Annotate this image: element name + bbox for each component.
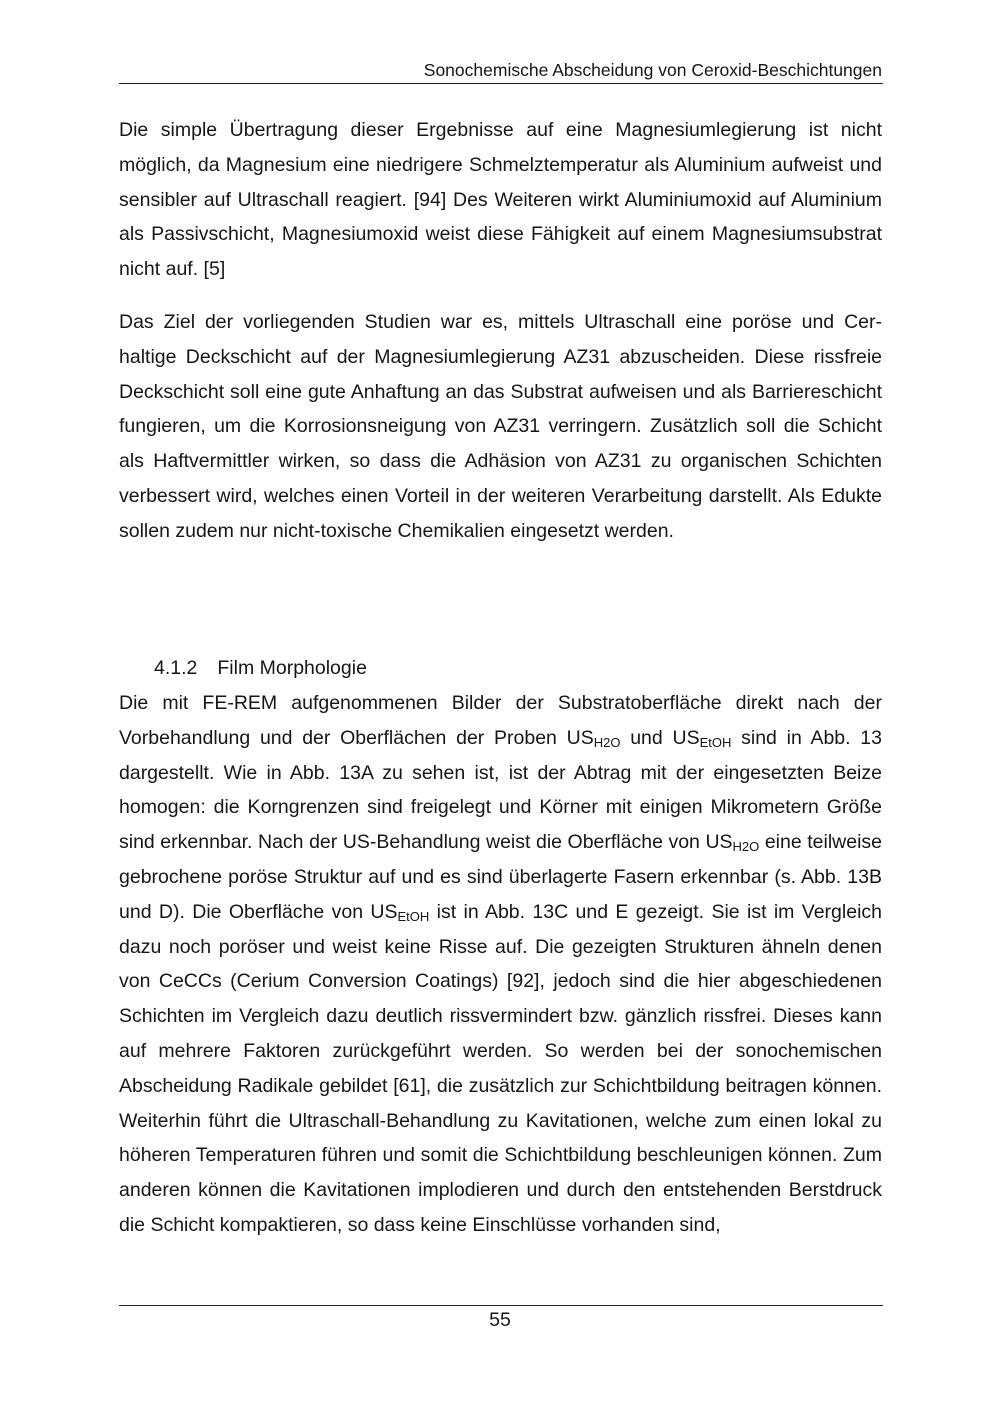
sample-label: $US_{EtOH}$ [672, 726, 732, 750]
running-header: Sonochemische Abscheidung von Ceroxid-Beschichtungen [423, 60, 882, 80]
header-rule [119, 83, 883, 84]
paragraph-3 [119, 686, 882, 1243]
section-title: Film Morphologie [217, 657, 367, 679]
text-run: und [620, 726, 673, 749]
paragraph-2: Das Ziel der vorliegenden Studien war es, mittels Ultraschall eine poröse und Cer-haltige Deckschicht auf der Magnesiumlegierung AZ31 abzuscheiden. Diese rissfreie Deckschicht soll eine gute Anhaftung an das Substrat aufweisen und als Barriereschicht fungieren, um die Korrosionsneigung von AZ31 verringern. Zusätzlich soll die Schicht als Haftvermittler wirken, so dass die Adhäsion von AZ31 zu organischen Schichten verbessert wird, welches einen Vorteil in der weiteren Verarbeitung darstellt. Als Edukte sollen zudem nur nicht-toxische Chemikalien eingesetzt werden. [119, 311, 882, 542]
text-run: sind in Abb. 13 dargestellt. Wie in Abb. 13A zu sehen ist, ist der Abtrag mit der eingesetzten Beize homogen: die Korngrenzen sind freigelegt und Körner mit einigen Mikrometern Größe sind erkennbar. Nach der US-Behandlung weist die Oberfläche von [119, 726, 882, 854]
footer-rule [119, 1305, 883, 1306]
text-run: ist in Abb. 13C und E gezeigt. Sie ist im Vergleich dazu noch poröser und weist keine Risse auf. Die gezeigten Strukturen ähneln denen von CeCCs (Cerium Conversion Coatings) [92], jedoch sind die hier abgeschiedenen Schichten im Vergleich dazu deutlich rissvermindert bzw. gänzlich rissfrei. Dieses kann auf mehrere Faktoren zurückgeführt werden. So werden bei der sonochemischen Abscheidung Radikale gebildet [61], die zusätzlich zur Schichtbildung beitragen können. Weiterhin führt die Ultraschall-Behandlung zu Kavitationen, welche zum einen lokal zu höheren Temperaturen führen und somit die Schichtbildung beschleunigen können. Zum anderen können die Kavitationen implodieren und durch den entstehenden Berstdruck die Schicht kompaktieren, so dass keine Einschlüsse vorhanden sind, [119, 900, 882, 1236]
sample-label: $US_{EtOH}$ [370, 900, 430, 924]
text-run: Die mit FE-REM aufgenommenen Bilder der Substratoberfläche direkt nach der Vorbehandlung und der Oberflächen der Proben [119, 692, 882, 749]
section-number: 4.1.2 [154, 657, 198, 679]
section-heading [154, 651, 367, 686]
page-number: 55 [489, 1309, 511, 1331]
text-run: eine teilweise gebrochene poröse Struktur auf und es sind überlagerte Fasern erkennbar (s. Abb. 13B und D). Die Oberfläche von [119, 831, 883, 923]
paragraph-1: Die simple Übertragung dieser Ergebnisse auf eine Magnesiumlegierung ist nicht möglich, da Magnesium eine niedrigere Schmelztemperatur als Aluminium aufweist und sensibler auf Ultraschall reagiert. [94] Des Weiteren wirkt Aluminiumoxid auf Aluminium als Passivschicht, Magnesiumoxid weist diese Fähigkeit auf einem Magnesiumsubstrat nicht auf. [5] [119, 119, 882, 281]
sample-label: $US_{H2O}$ [566, 726, 621, 750]
sample-label: $US_{H2O}$ [705, 831, 760, 855]
